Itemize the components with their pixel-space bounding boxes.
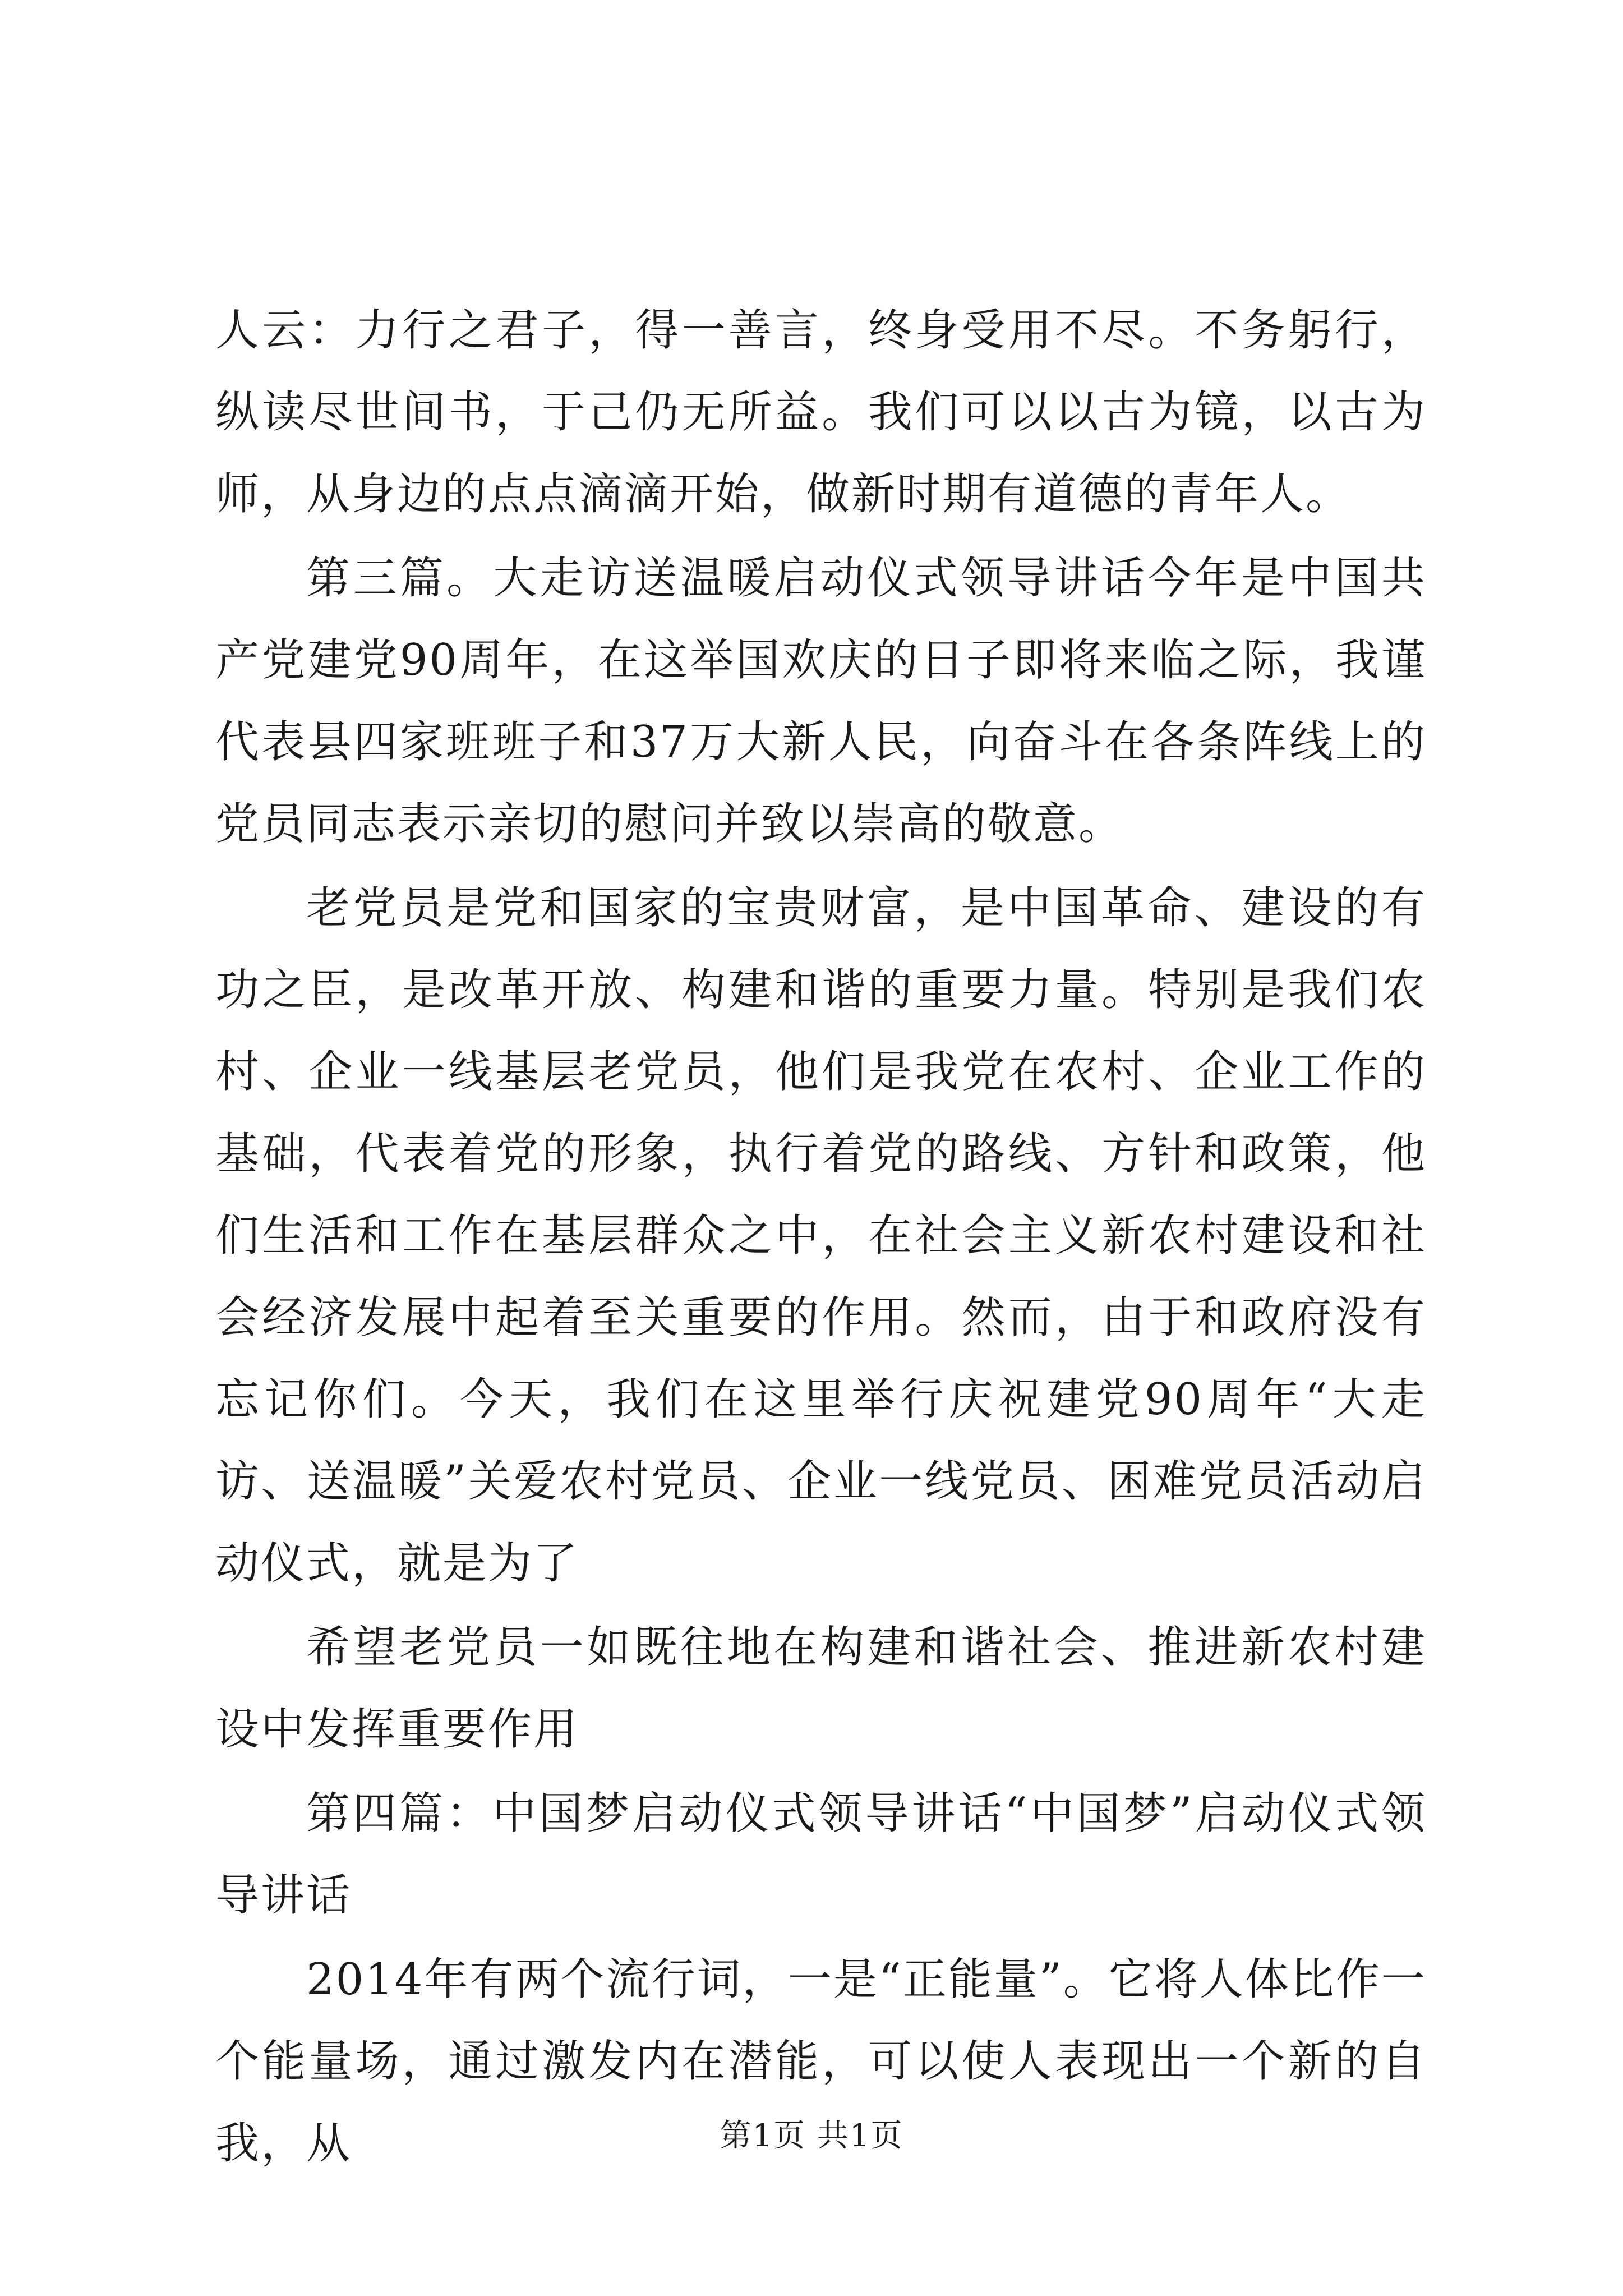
paragraph-1: 人云：力行之君子，得一善言，终身受用不尽。不务躬行，纵读尽世间书，于己仍无所益。我们可以以古为镜，以古为师，从身边的点点滴滴开始，做新时期有道德的青年人。 [215,305,1427,519]
paragraph-5: 第四篇：中国梦启动仪式领导讲话“中国梦”启动仪式领导讲话 [215,1788,1427,1921]
body-text [215,289,1427,2184]
paragraph-3: 老党员是党和国家的宝贵财富，是中国革命、建设的有功之臣，是改革开放、构建和谐的重要力量。特别是我们农村、企业一线基层老党员，他们是我党在农村、企业工作的基础，代表着党的形象，执行着党的路线、方针和政策，他们生活和工作在基层群众之中，在社会主义新农村建设和社会经济发展中起着至关重要的作用。然而，由于和政府没有忘记你们。今天，我们在这里举行庆祝建党90周年“大走访、送温暖”关爱农村党员、企业一线党员、困难党员活动启动仪式，就是为了 [215,883,1427,1589]
paragraph-6: 2014年有两个流行词，一是“正能量”。它将人体比作一个能量场，通过激发内在潜能，可以使人表现出一个新的自我，从 [215,1954,1427,2169]
paragraph-4: 希望老党员一如既往地在构建和谐社会、推进新农村建设中发挥重要作用 [215,1622,1427,1755]
page-number: 第1页 共1页 [720,2118,903,2154]
paragraph-2: 第三篇。大走访送温暖启动仪式领导讲话今年是中国共产党建党90周年，在这举国欢庆的日子即将来临之际，我谨代表县四家班班子和37万大新人民，向奋斗在各条阵线上的党员同志表示亲切的慰问并致以崇高的敬意。 [215,553,1427,849]
page-footer [0,2114,1623,2159]
